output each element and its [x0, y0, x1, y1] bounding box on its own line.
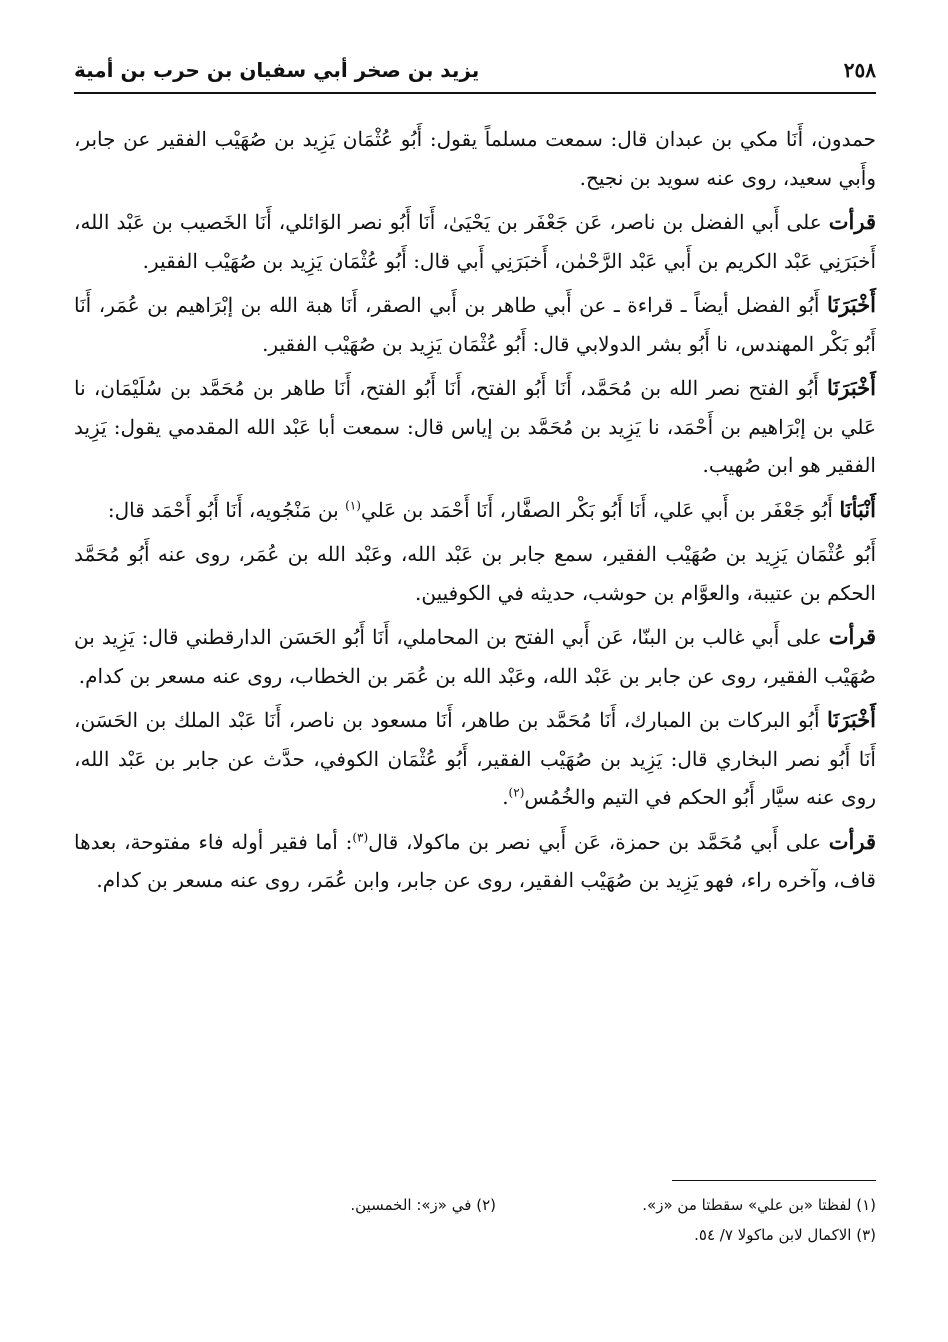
paragraph [74, 120, 876, 197]
paragraph-text: أَبُو عُثْمَان يَزِيد بن صُهَيْب الفقير، سمع جابر بن عَبْد الله، وعَبْد الله بن عُمَر، روى عنه أَبُو مُحَمَّد الحكم بن عتيبة، والعوَّام بن حوشب، حديثه في الكوفيين. [74, 542, 876, 605]
paragraph [74, 823, 876, 900]
paragraph-text: أَبُو الفضل أيضاً ـ قراءة ـ عن أَبي طاهر بن أَبي الصقر، أَنَا هبة الله بن إبْرَاهيم بن عُمَر، أَنَا أَبُو بَكْر المهندس، نا أَبُو بشر الدولابي قال: أَبُو عُثْمَان يَزِيد بن صُهَيْب الفقير. [74, 293, 876, 356]
footnote-divider [672, 1180, 876, 1181]
footnote-text: الاكمال لابن ماكولا ٧/ ٥٤. [694, 1226, 852, 1244]
footnote [496, 1190, 876, 1220]
footnote [694, 1220, 876, 1250]
paragraph [74, 535, 876, 612]
paragraph-text: أَبُو البركات بن المبارك، أَنَا مُحَمَّد بن طاهر، أَنَا مسعود بن ناصر، أَنَا عَبْد الملك بن الحَسَن، أَنَا أَبُو نصر البخاري قال: يَزِيد بن صُهَيْب الفقير، أَبُو عُثْمَان الكوفي، حدَّث عن جابر بن عَبْد الله، روى عنه سيَّار أَبُو الحكم في التيم والخُمُس [74, 708, 876, 809]
paragraph-lead: قرأت [828, 209, 876, 234]
footnote-row [74, 1220, 876, 1250]
paragraph-lead: أَخْبَرَنَا [827, 375, 876, 400]
page-number: ٢٥٨ [843, 58, 876, 82]
paragraph-lead: أَخْبَرَنَا [827, 292, 877, 317]
footnote-text: لفظتا «بن علي» سقطتا من «ز». [642, 1196, 852, 1214]
paragraph-lead: قرأت [828, 624, 876, 649]
paragraph [74, 618, 876, 695]
running-title: يزيد بن صخر أبي سفيان بن حرب بن أمية [74, 58, 480, 82]
paragraph-text: حمدون، أَنَا مكي بن عبدان قال: سمعت مسلماً يقول: أَبُو عُثْمَان يَزِيد بن صُهَيْب الفقير عن جابر، وأَبي سعيد، روى عنه سويد بن نجيح. [74, 127, 876, 190]
paragraph [74, 203, 876, 280]
paragraph-text: : أما فقير أوله فاء مفتوحة، بعدها قاف، وآخره راء، فهو يَزِيد بن صُهَيْب الفقير، روى عن جابر، وابن عُمَر، روى عنه مسعر بن كدام. [74, 829, 876, 892]
footnote-number: (١) [856, 1196, 876, 1214]
footnote-number: (٢) [476, 1196, 496, 1214]
page-header [74, 52, 876, 94]
paragraph-text: على أَبي مُحَمَّد بن حمزة، عَن أَبي نصر بن ماكولا، قال [368, 829, 822, 854]
footnote-text: في «ز»: الخمسين. [350, 1196, 472, 1214]
paragraph-lead: أَنْبَأنَا [839, 496, 876, 522]
footnote-number: (٣) [856, 1226, 876, 1244]
footnote-ref: (١) [345, 497, 361, 512]
footnotes [74, 1190, 876, 1250]
footnote-row [74, 1190, 876, 1220]
main-text [74, 120, 876, 906]
paragraph-lead: أَخْبَرَنَا [827, 707, 877, 732]
paragraph-text: بن مَنْجُويه، أَنَا أَبُو أَحْمَد قال: [107, 497, 346, 522]
footnote-ref: (٣) [352, 829, 369, 844]
paragraph-lead: قرأت [828, 828, 876, 854]
paragraph [74, 701, 876, 817]
paragraph-text: أَبُو الفتح نصر الله بن مُحَمَّد، أَنَا أَبُو الفتح، أَنَا أَبُو الفتح، أَنَا طاهر بن مُحَمَّد بن سُلَيْمَان، نا عَلي بن إبْرَاهيم بن أَحْمَد، نا يَزِيد بن مُحَمَّد بن إياس قال: سمعت أبا عَبْد الله المقدمي يقول: يَزِيد الفقير هو ابن صُهيب. [74, 376, 876, 477]
paragraph-text: . [502, 785, 509, 809]
footnote-ref: (٢) [508, 785, 525, 800]
paragraph-text: على أَبي غالب بن البنّا، عَن أَبي الفتح بن المحاملي، أَنَا أَبُو الحَسَن الدارقطني قال: يَزِيد بن صُهَيْب الفقير، روى عن جابر بن عَبْد الله، وعَبْد الله بن عُمَر بن الخطاب، روى عنه مسعر بن كدام. [74, 625, 876, 688]
paragraph [74, 491, 876, 530]
paragraph [74, 286, 876, 363]
paragraph-text: أَبُو جَعْفَر بن أَبي عَلي، أَنَا أَبُو بَكْر الصفَّار، أَنَا أَحْمَد بن عَلي [360, 497, 833, 522]
paragraph-text: على أَبي الفضل بن ناصر، عَن جَعْفَر بن يَحْيَىٰ، أَنَا أَبُو نصر الوَائلي، أَنَا الخَصيب بن عَبْد الله، أَخبَرَنِي عَبْد الكريم بن أَبي عَبْد الرَّحْمٰن، أَخبَرَنِي أَبي قال: أَبُو عُثْمَان يَزِيد بن صُهَيْب الفقير. [74, 210, 876, 273]
paragraph [74, 369, 876, 485]
footnote [350, 1190, 496, 1220]
